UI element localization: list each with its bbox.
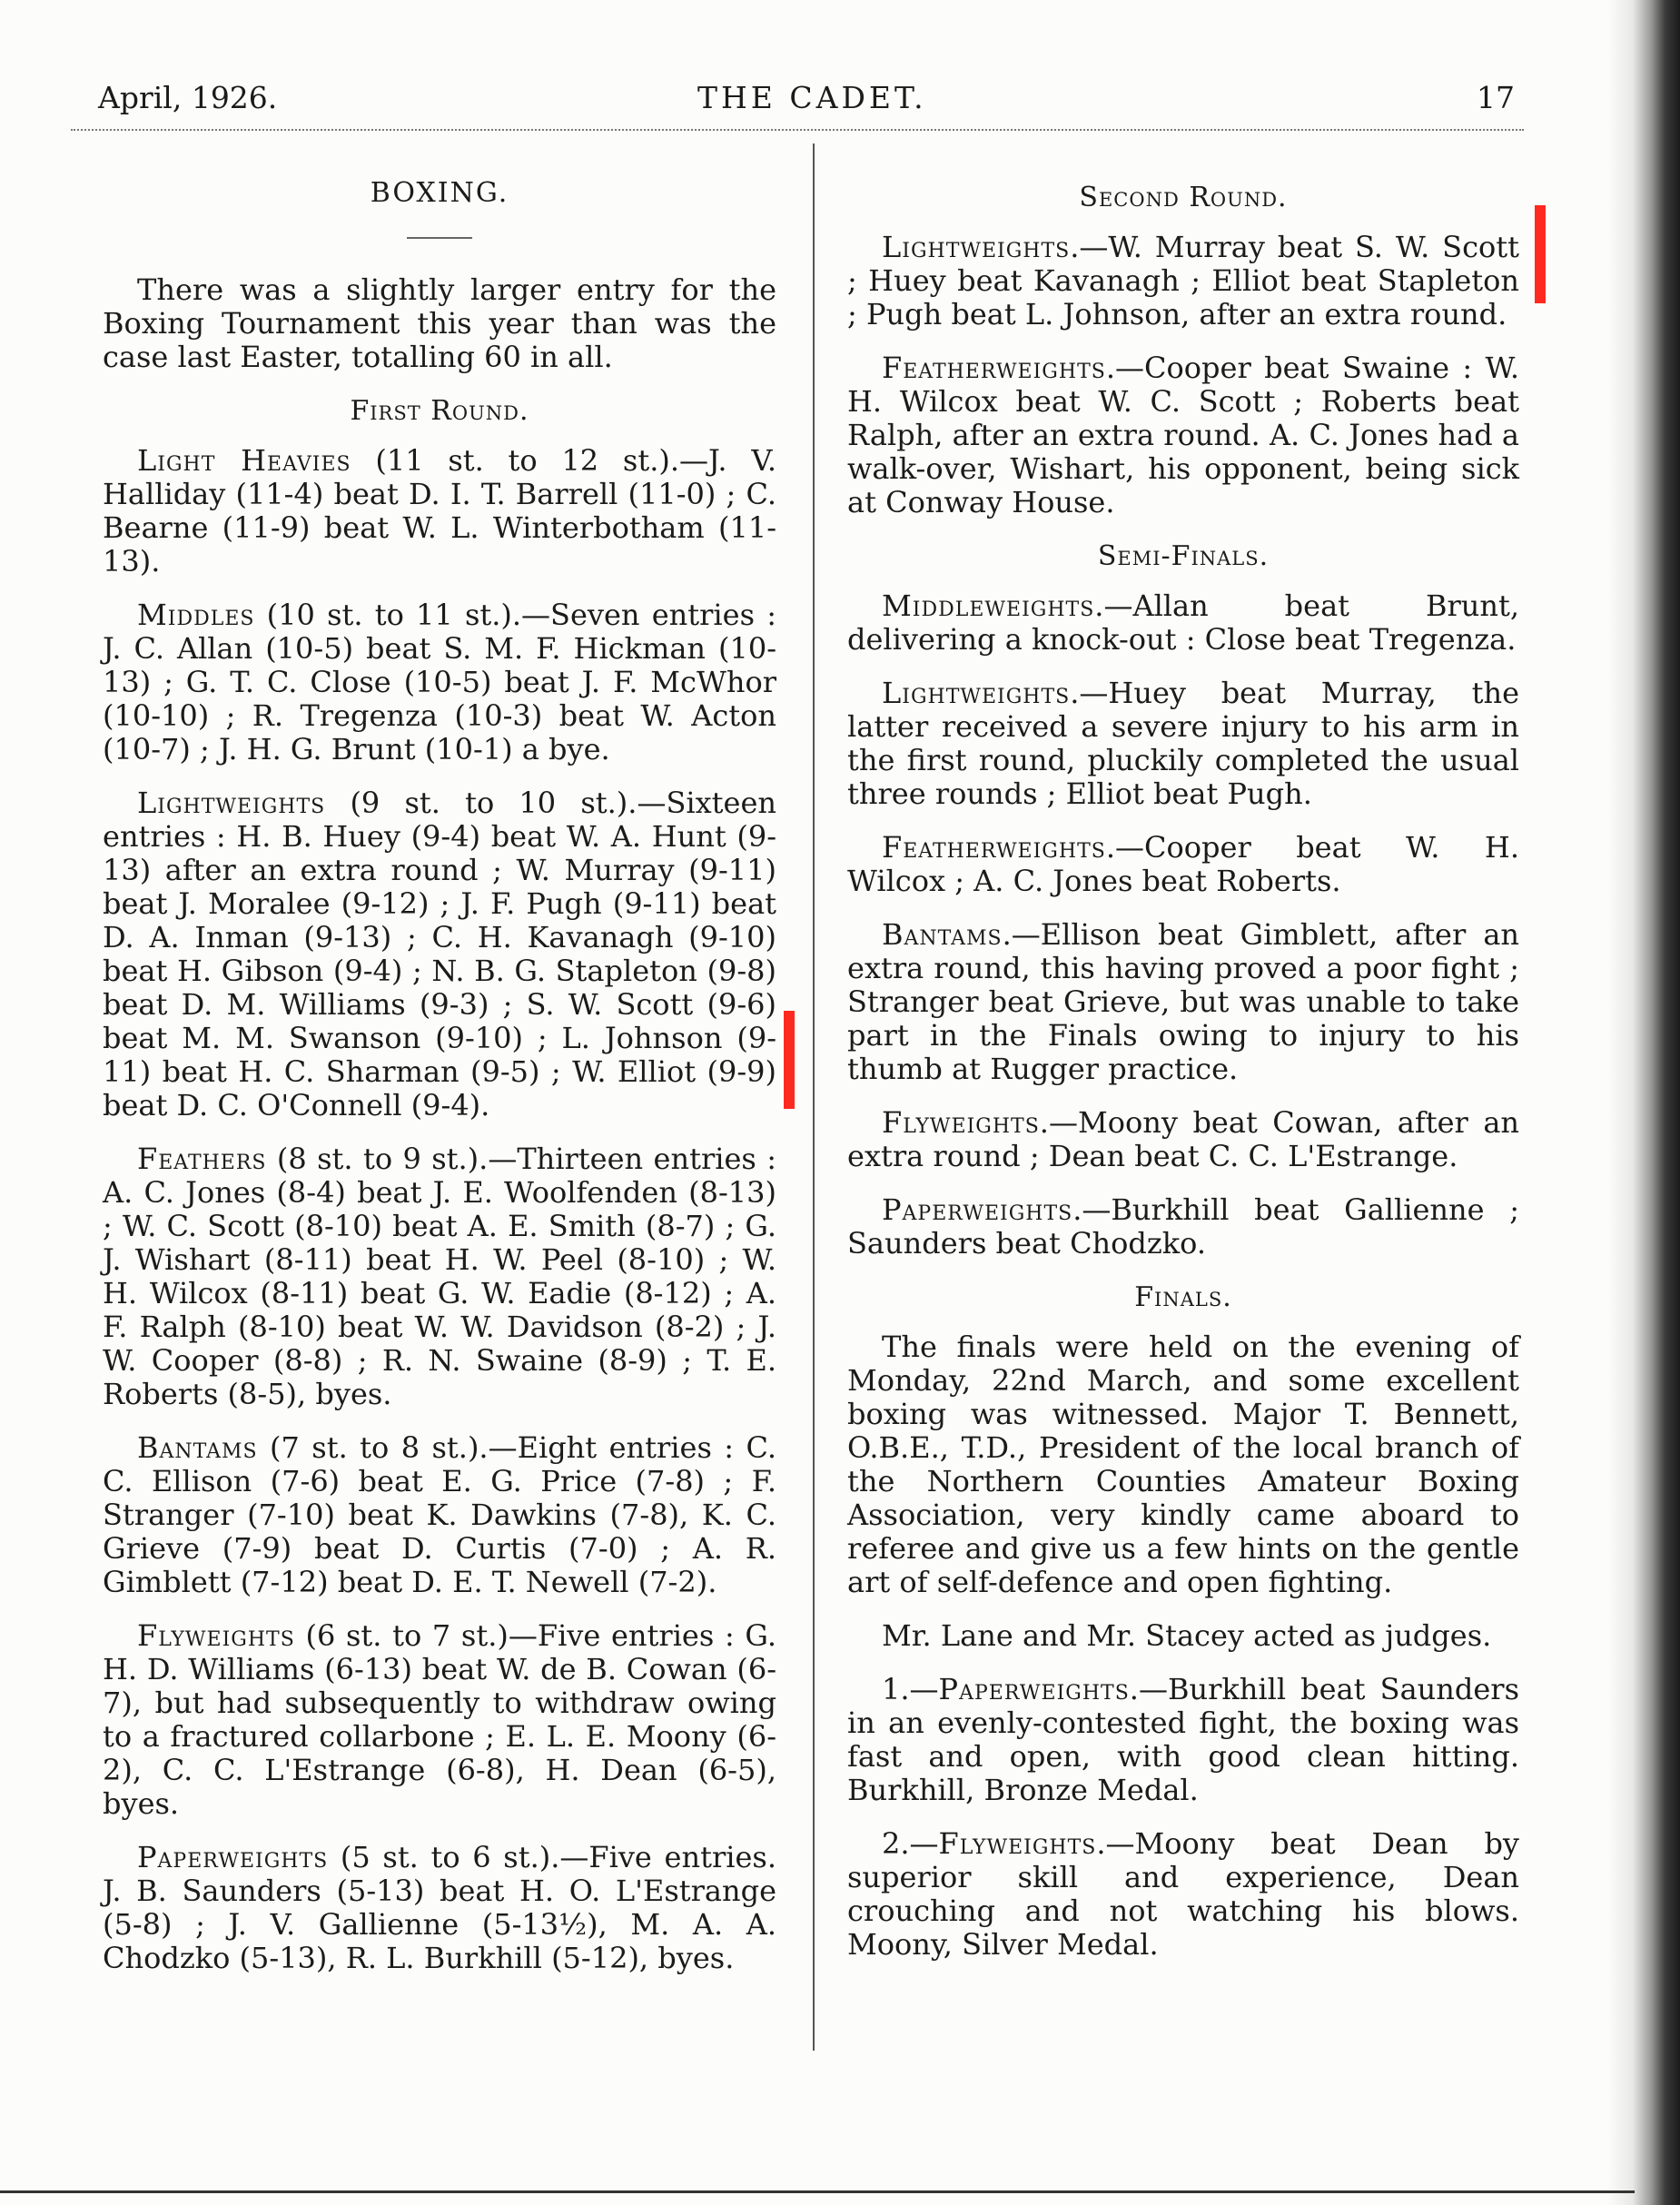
weight-class-label: Featherweights (882, 830, 1106, 865)
bantams-paragraph (103, 1431, 776, 1599)
paragraph-text: .—W. Murray beat S. W. Scott ; Huey beat Kavanagh ; Elliot beat Stapleton ; Pugh beat L. Johnson, after an extra round. (847, 230, 1519, 331)
light-heavies-paragraph (103, 444, 776, 578)
weight-class-label: Lightweights (137, 786, 326, 820)
final-number: 1.— (882, 1672, 939, 1706)
weight-class-label: Flyweights (938, 1826, 1097, 1861)
intro-paragraph: There was a slightly larger entry for the Boxing Tournament this year than was the case last Easter, totalling 60 in all. (103, 272, 776, 374)
paragraph-text: .—Burkhill beat Gallienne ; Saunders beat Chodzko. (847, 1192, 1519, 1261)
page-number: 17 (1477, 80, 1515, 115)
red-margin-marker (1535, 205, 1546, 303)
semi-bantams (847, 918, 1519, 1086)
semi-middleweights (847, 589, 1519, 657)
paragraph-text: .—Huey beat Murray, the latter received a severe injury to his arm in the first round, pluckily completed the usual three rounds ; Elliot beat Pugh. (847, 676, 1519, 811)
weight-class-label: Middleweights (882, 588, 1095, 623)
weight-class-label: Flyweights (882, 1105, 1040, 1140)
bottom-edge-rule (0, 2190, 1635, 2193)
weight-class-label: Bantams (137, 1430, 258, 1465)
lightweights-paragraph (103, 786, 776, 1122)
weight-class-label: Paperweights (882, 1192, 1073, 1227)
judges-paragraph: Mr. Lane and Mr. Stacey acted as judges. (882, 1618, 1492, 1653)
final-flyweights (847, 1827, 1519, 1962)
semi-finals-heading: Semi-Finals. (1097, 540, 1270, 572)
weight-class-label: Feathers (137, 1142, 267, 1176)
column-divider (813, 143, 815, 2051)
semi-featherweights (847, 831, 1519, 898)
second-round-featherweights (847, 351, 1519, 519)
paragraph-text: (11 st. to 12 st.).—J. V. Halliday (11-4) beat D. I. T. Barrell (11-0) ; C. Bearne (11-9) beat W. L. Winterbotham (11-13). (103, 443, 777, 578)
semi-lightweights (847, 677, 1519, 811)
scan-binding-edge (1607, 0, 1680, 2205)
finals-intro: The finals were held on the evening of Monday, 22nd March, and some excellent boxing was witnessed. Major T. Bennett, O.B.E., T.D., President of the local branch of the Northern Counties Amateur Boxing Association, very kindly came aboard to referee and give us a few hints on the gentle art of self-defence and open fighting. (847, 1330, 1519, 1599)
weight-class-label: Paperweights (938, 1672, 1130, 1706)
paragraph-text: .—Moony beat Dean by superior skill and experience, Dean crouching and not watching his blows. Moony, Silver Medal. (847, 1826, 1519, 1962)
right-column (847, 168, 1519, 1982)
weight-class-label: Lightweights (882, 676, 1071, 710)
paragraph-text: (8 st. to 9 st.).—Thirteen entries : A. C. Jones (8-4) beat J. E. Woolfenden (8-13) ; W. C. Scott (8-10) beat A. E. Smith (8-7) ; G. J. Wishart (8-11) beat H. W. Peel (8-10) ; W. H. Wilcox (8-11) beat G. W. Eadie (8-12) ; A. F. Ralph (8-10) beat W. W. Davidson (8-2) ; J. W. Cooper (8-8) ; R. N. Swaine (8-9) ; T. E. Roberts (8-5), byes. (103, 1142, 776, 1411)
paragraph-text: .—Burkhill beat Saunders in an evenly-contested fight, the boxing was fast and open, with good clean hitting. Burkhill, Bronze Medal. (847, 1672, 1519, 1807)
paragraph-text: (10 st. to 11 st.).—Seven entries : J. C. Allan (10-5) beat S. M. F. Hickman (10-13) ; G. T. C. Close (10-5) beat J. F. McWhor (10-10) ; R. Tregenza (10-3) beat W. Acton (10-7) ; J. H. G. Brunt (10-1) a bye. (103, 598, 776, 766)
title-rule (407, 237, 472, 239)
second-round-heading: Second Round. (1079, 182, 1288, 213)
weight-class-label: Paperweights (137, 1840, 329, 1874)
paragraph-text: .—Moony beat Cowan, after an extra round ; Dean beat C. C. L'Estrange. (847, 1105, 1519, 1173)
weight-class-label: Middles (137, 598, 255, 632)
left-column (103, 163, 776, 1995)
paragraph-text: .—Allan beat Brunt, delivering a knock-out : Close beat Tregenza. (847, 588, 1519, 657)
second-round-lightweights (847, 231, 1519, 331)
paragraph-text: (9 st. to 10 st.).—Sixteen entries : H. B. Huey (9-4) beat W. A. Hunt (9-13) after an extra round ; W. Murray (9-11) beat J. Moralee (9-12) ; J. F. Pugh (9-11) beat D. A. Inman (9-13) ; C. H. Kavanagh (9-10) beat H. Gibson (9-4) ; N. B. G. Stapleton (9-8) beat D. M. Williams (9-3) ; S. W. Scott (9-6) beat M. M. Swanson (9-10) ; L. Johnson (9-11) beat H. C. Sharman (9-5) ; W. Elliot (9-9) beat D. C. O'Connell (9-4). (103, 786, 776, 1122)
flyweights-paragraph (103, 1619, 776, 1821)
semi-paperweights (847, 1193, 1519, 1261)
paragraph-text: (7 st. to 8 st.).—Eight entries : C. C. Ellison (7-6) beat E. G. Price (7-8) ; F. Stranger (7-10) beat K. Dawkins (7-8), K. C. Grieve (7-9) beat D. Curtis (7-0) ; A. R. Gimblett (7-12) beat D. E. T. Newell (7-2). (103, 1430, 776, 1599)
weight-class-label: Featherweights (882, 351, 1106, 385)
paragraph-text: .—Cooper beat W. H. Wilcox ; A. C. Jones beat Roberts. (847, 830, 1519, 898)
final-number: 2.— (882, 1826, 939, 1861)
final-paperweights (847, 1673, 1519, 1807)
semi-flyweights (847, 1106, 1519, 1173)
red-margin-marker (784, 1011, 795, 1109)
page-header (98, 80, 1515, 125)
header-date: April, 1926. (98, 80, 278, 115)
feathers-paragraph (103, 1142, 776, 1411)
first-round-heading: First Round. (350, 395, 529, 427)
weight-class-label: Bantams (882, 917, 1003, 952)
weight-class-label: Flyweights (137, 1618, 295, 1653)
paragraph-text: .—Cooper beat Swaine : W. H. Wilcox beat W. C. Scott ; Roberts beat Ralph, after an extra round. A. C. Jones had a walk-over, Wishart, his opponent, being sick at Conway House. (847, 351, 1519, 519)
finals-heading: Finals. (1134, 1281, 1232, 1313)
paragraph-text: (6 st. to 7 st.)—Five entries : G. H. D. Williams (6-13) beat W. de B. Cowan (6-7), but had subsequently to withdraw owing to a fractured collarbone ; E. L. E. Moony (6-2), C. C. L'Estrange (6-8), H. Dean (6-5), byes. (103, 1618, 776, 1821)
header-divider (71, 129, 1524, 131)
middles-paragraph (103, 598, 776, 766)
article-title: BOXING. (370, 177, 509, 209)
paperweights-paragraph (103, 1841, 776, 1975)
weight-class-label: Light Heavies (137, 443, 351, 478)
header-title: THE CADET. (697, 80, 927, 115)
paragraph-text: (5 st. to 6 st.).—Five entries. J. B. Saunders (5-13) beat H. O. L'Estrange (5-8) ; J. V. Gallienne (5-13½), M. A. A. Chodzko (5-13), R. L. Burkhill (5-12), byes. (103, 1840, 776, 1975)
weight-class-label: Lightweights (882, 230, 1071, 264)
paragraph-text: .—Ellison beat Gimblett, after an extra round, this having proved a poor fight ; Stranger beat Grieve, but was unable to take part in the Finals owing to injury to his thumb at Rugger practice. (847, 917, 1519, 1086)
